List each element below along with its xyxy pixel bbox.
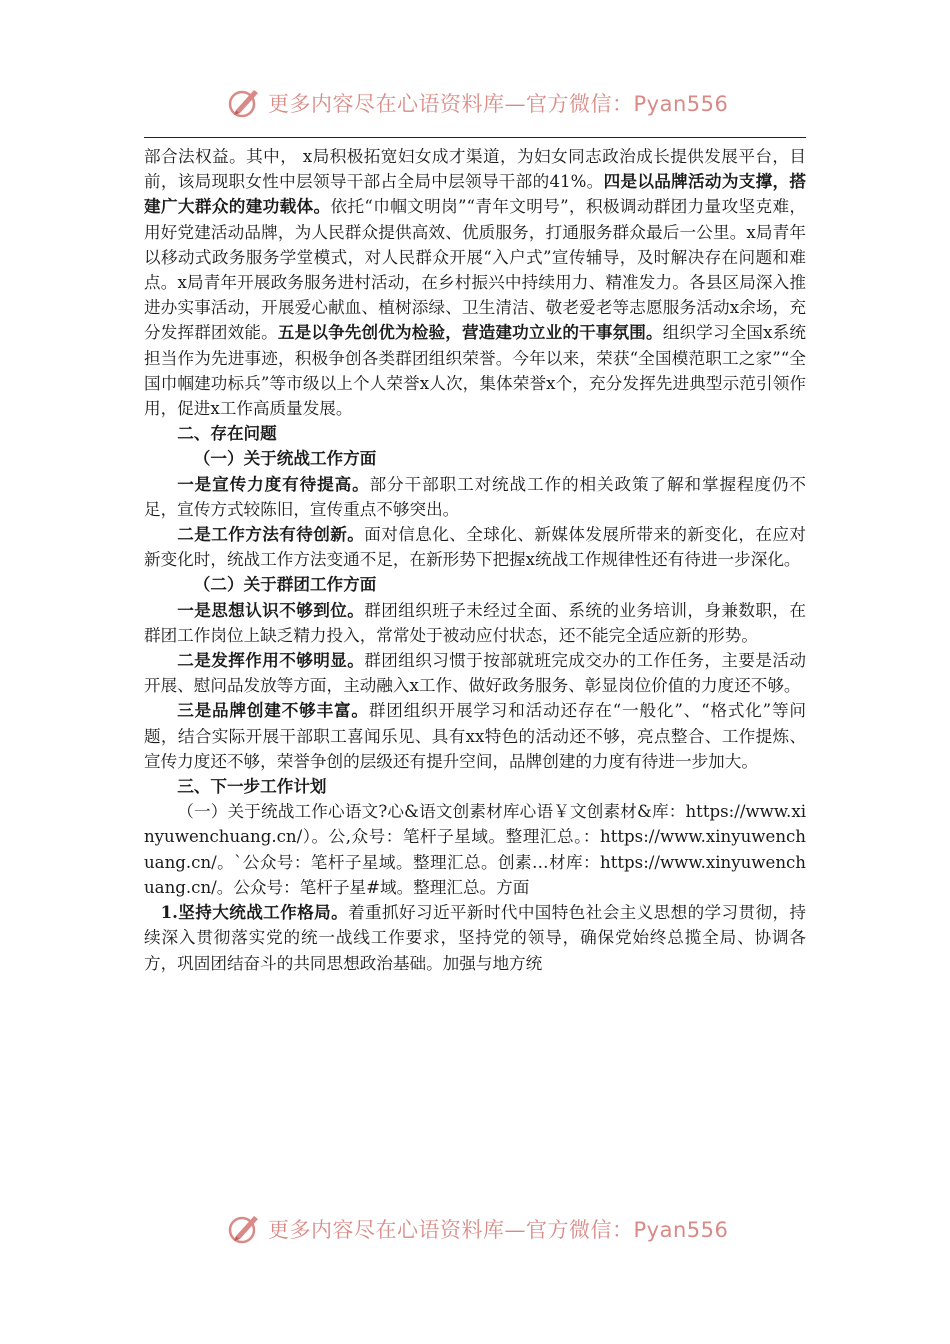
banner-slogan: 更多内容尽在心语资料库—官方微信：Pyan556 xyxy=(268,1218,729,1242)
paragraph: 一是宣传力度有待提高。部分干部职工对统战工作的相关政策了解和掌握程度仍不足，宣传方式较陈旧，宣传重点不够突出。 xyxy=(144,473,807,519)
document-body xyxy=(144,144,806,976)
pen-logo-icon xyxy=(226,1210,262,1246)
paragraph: 二是工作方法有待创新。面对信息化、全球化、新媒体发展所带来的新变化，在应对新变化时，统战工作方法变通不足，在新形势下把握x统战工作规律性还有待进一步深化。 xyxy=(144,524,807,570)
paragraph: 1.坚持大统战工作格局。着重抓好习近平新时代中国特色社会主义思想的学习贯彻，持续深入贯彻落实党的统一战线工作要求，坚持党的领导，确保党始终总揽全局、协调各方，巩固团结奋斗的共同思想政治基础。加强与地方统 xyxy=(144,902,807,973)
header-banner xyxy=(0,82,950,122)
paragraph: 部合法权益。其中， x局积极拓宽妇女成才渠道，为妇女同志政治成长提供发展平台，目前，该局现职女性中层领导干部占全局中层领导干部的41%。四是以品牌活动为支撑，搭建广大群众的建功载体。依托“巾帼文明岗”“青年文明号”，积极调动群团力量攻坚克难，用好党建活动品牌，为人民群众提供高效、优质服务，打通服务群众最后一公里。x局青年以移动式政务服务学堂模式，对人民群众开展“入户式”宣传辅导，及时解决存在问题和难点。x局青年开展政务服务进村活动，在乡村振兴中持续用力、精准发力。各县区局深入推进办实事活动，开展爱心献血、植树添绿、卫生清洁、敬老爱老等志愿服务活动x余场，充分发挥群团效能。五是以争先创优为检验，营造建功立业的干事氛围。组织学习全国x系统担当作为先进事迹，积极争创各类群团组织荣誉。今年以来，荣获“全国模范职工之家”“全国巾帼建功标兵”等市级以上个人荣誉x人次，集体荣誉x个，充分发挥先进典型示范引领作用，促进x工作高质量发展。 xyxy=(144,147,807,419)
banner-slogan: 更多内容尽在心语资料库—官方微信：Pyan556 xyxy=(268,92,729,116)
footer-banner xyxy=(0,1208,950,1248)
subsection-heading-united-front: （一）关于统战工作方面 xyxy=(193,448,377,469)
subsection-heading-mass-orgs: （二）关于群团工作方面 xyxy=(193,574,377,595)
section-heading-plan: 三、下一步工作计划 xyxy=(177,776,327,797)
header-divider xyxy=(144,137,806,138)
paragraph: 二是发挥作用不够明显。群团组织习惯于按部就班完成交办的工作任务，主要是活动开展、慰问品发放等方面，主动融入x工作、做好政务服务、彰显岗位价值的力度还不够。 xyxy=(144,650,807,696)
section-heading-problems: 二、存在问题 xyxy=(177,423,277,444)
paragraph: 三是品牌创建不够丰富。群团组织开展学习和活动还存在“一般化”、“格式化”等问题，结合实际开展干部职工喜闻乐见、具有xx特色的活动还不够，亮点整合、工作提炼、宣传力度还不够，荣誉争创的层级还有提升空间，品牌创建的力度有待进一步加大。 xyxy=(144,700,806,771)
pen-logo-icon xyxy=(226,84,262,120)
banner-handle: Pyan556 xyxy=(633,1218,729,1242)
paragraph: 一是思想认识不够到位。群团组织班子未经过全面、系统的业务培训，身兼数职，在群团工作岗位上缺乏精力投入，常常处于被动应付状态，还不能完全适应新的形势。 xyxy=(144,599,807,645)
banner-handle: Pyan556 xyxy=(633,92,729,116)
paragraph-plan-line: （一）关于统战工作心语文?心&语文创素材库心语￥文创素材&库：https://www.xinyuwenchuang.cn/）。公,众号：笔杆子星域。整理汇总。：https://www.xinyuwenchuang.cn/。`公众号：笔杆子星域。整理汇总。创素…材库：https://www.xinyuwenchuang.cn/。公众号：笔杆子星#域。整理汇总。方面 xyxy=(144,802,806,897)
